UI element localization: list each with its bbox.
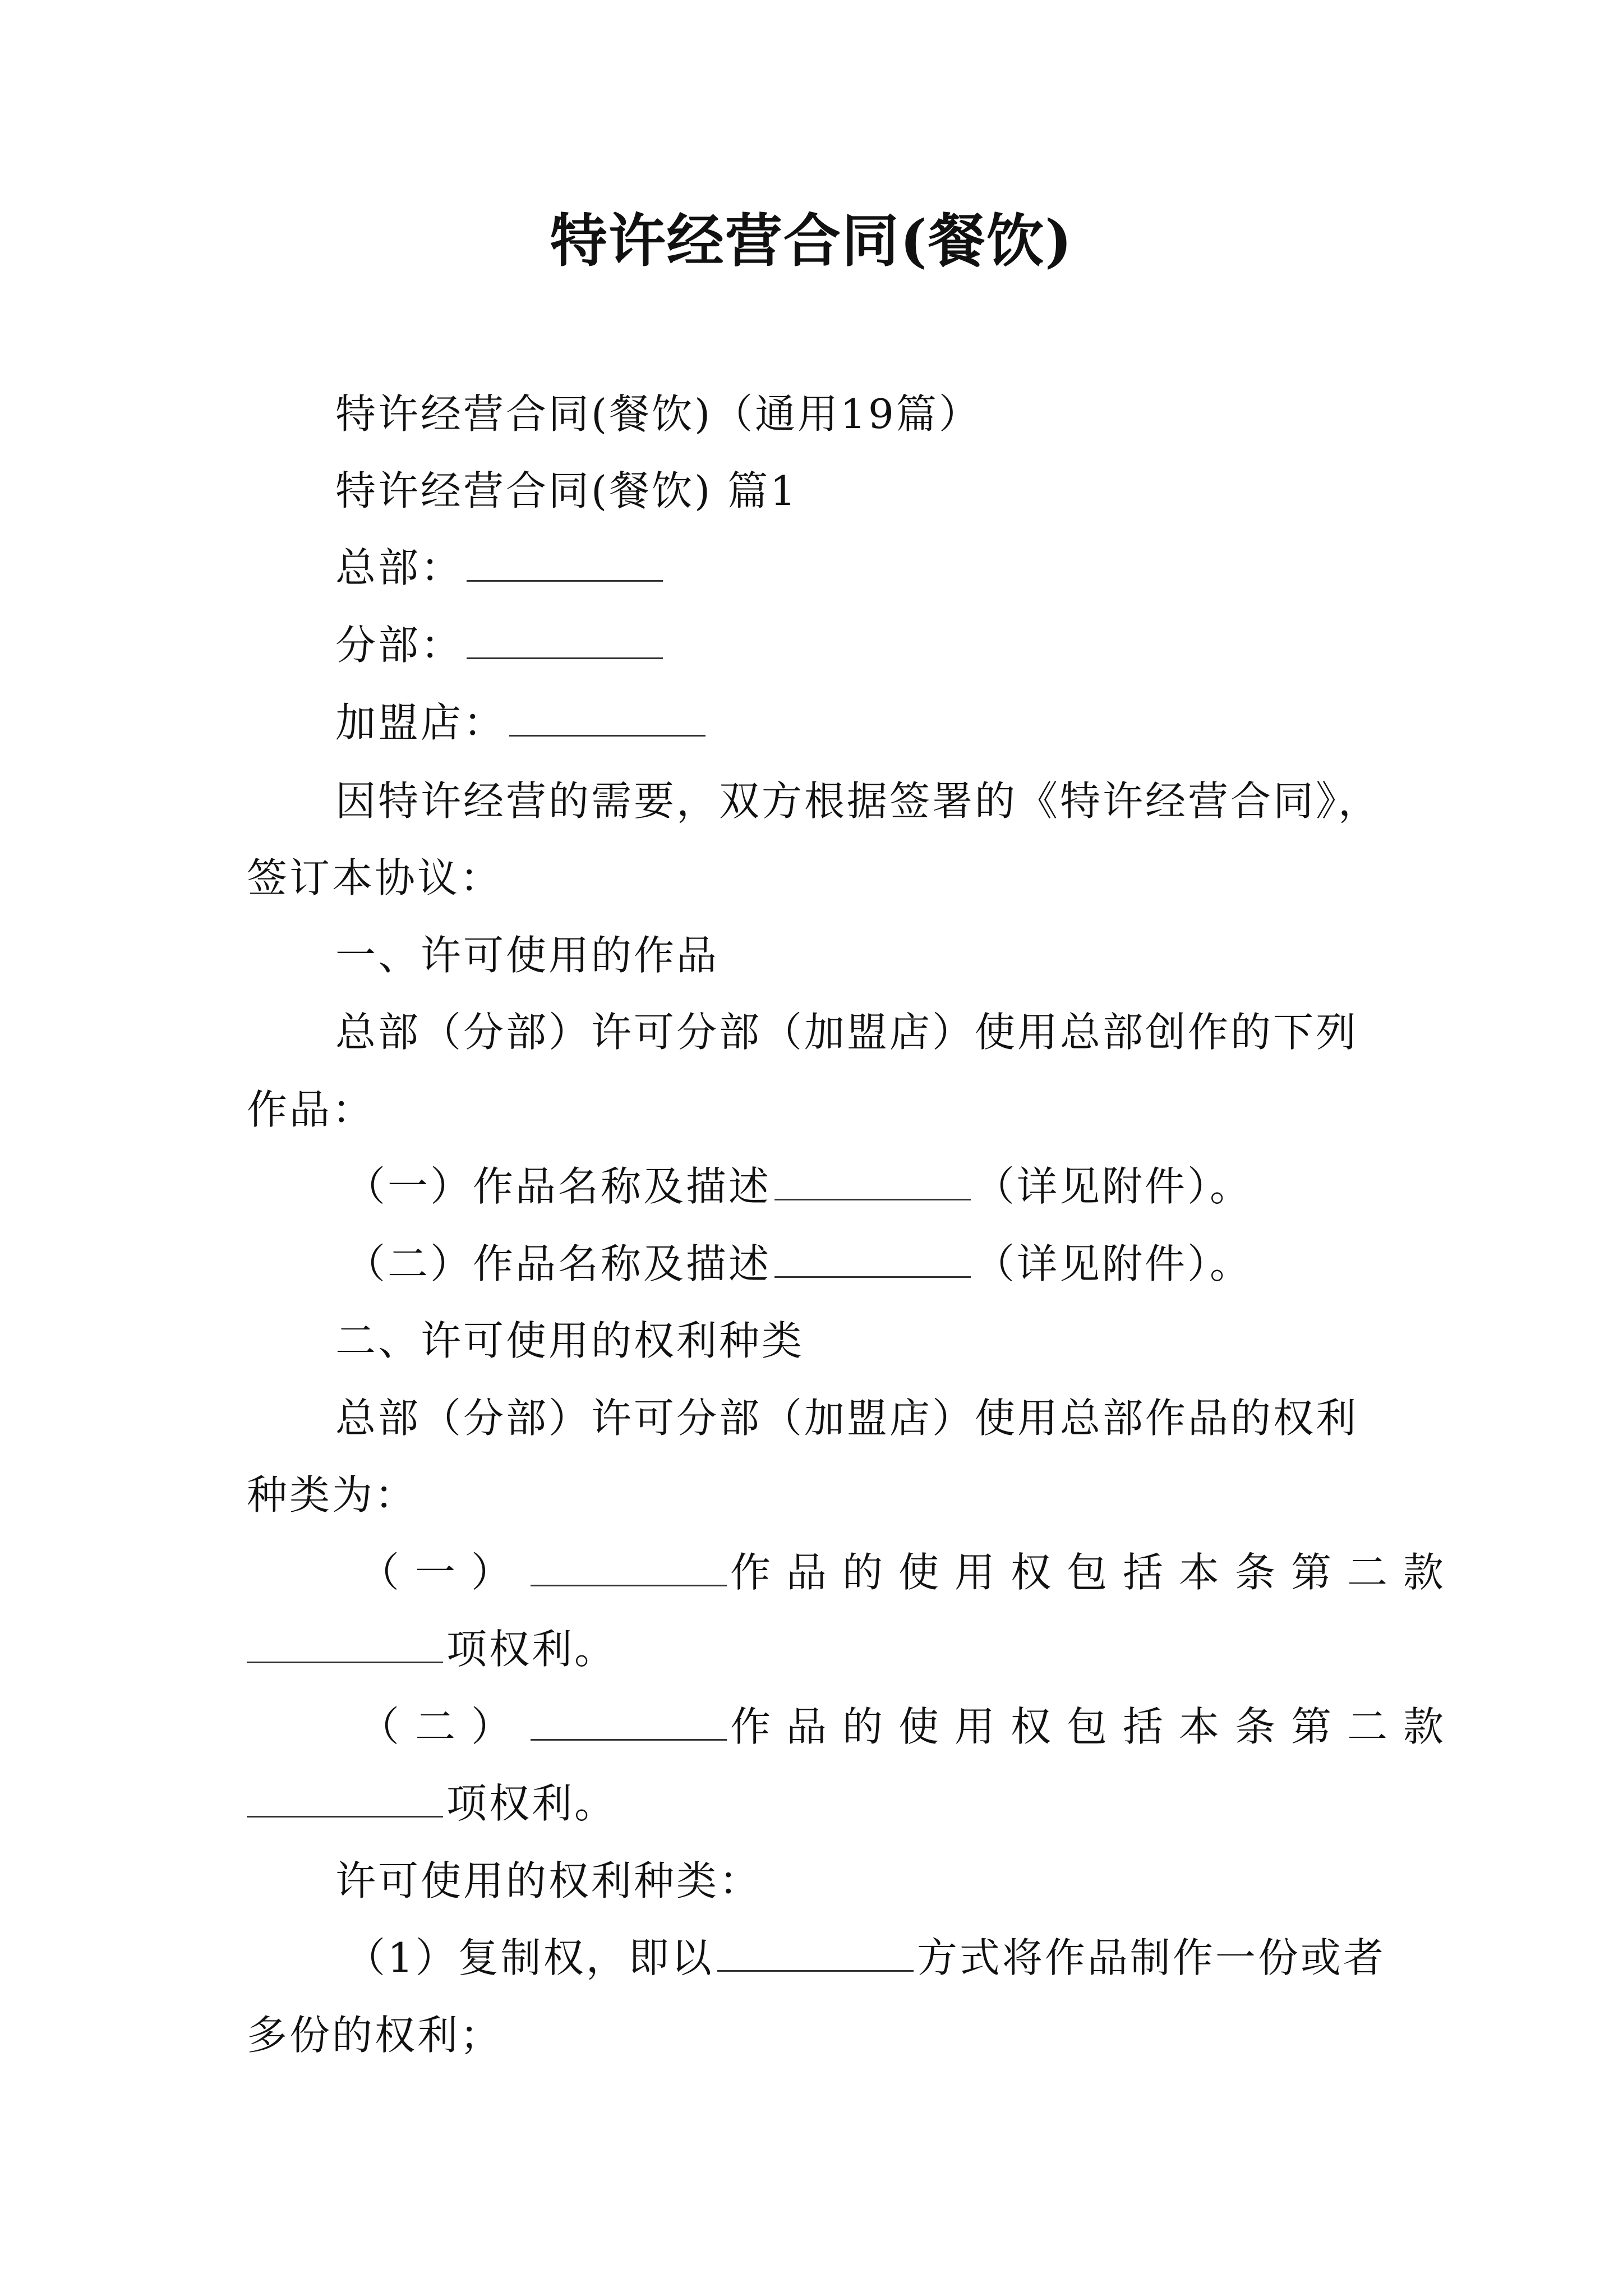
section2-item-2-suffix: 作品的使用权包括本条第二款 bbox=[730, 1703, 1460, 1750]
hq-label: 总部： bbox=[335, 544, 464, 591]
branch-field bbox=[335, 617, 666, 673]
section1-item-1-blank bbox=[774, 1165, 971, 1200]
section1-item-1 bbox=[345, 1158, 1252, 1214]
section2-item-1-blank bbox=[531, 1551, 727, 1586]
document-title: 特许经营合同(餐饮) bbox=[550, 208, 1073, 275]
section1-item-2-blank bbox=[774, 1243, 971, 1278]
hq-blank bbox=[467, 546, 663, 582]
right-1-suffix: 方式将作品制作一份或者 bbox=[916, 1934, 1386, 1981]
section1-item-2-prefix: （二）作品名称及描述 bbox=[345, 1240, 772, 1287]
right-1 bbox=[345, 1930, 1386, 1986]
section2-item-2-prefix: （二） bbox=[359, 1703, 528, 1750]
right-1-blank bbox=[717, 1936, 914, 1972]
section1-item-2-suffix: （详见附件）。 bbox=[974, 1240, 1253, 1287]
store-field bbox=[335, 694, 709, 751]
branch-label: 分部： bbox=[335, 622, 464, 669]
section2-text-2: 种类为： bbox=[247, 1471, 418, 1519]
section2-item-2-cont-text: 项权利。 bbox=[446, 1780, 617, 1827]
store-blank bbox=[509, 701, 706, 737]
section2-text-1: 总部（分部）许可分部（加盟店）使用总部作品的权利 bbox=[335, 1395, 1359, 1442]
subtitle-part1: 特许经营合同(餐饮) 篇1 bbox=[335, 467, 798, 514]
intro-line-2: 签订本协议： bbox=[247, 854, 503, 901]
hq-field bbox=[335, 540, 666, 596]
section2-item-1-cont-blank bbox=[247, 1628, 443, 1663]
section1-item-1-suffix: （详见附件）。 bbox=[974, 1163, 1253, 1210]
section1-item-1-prefix: （一）作品名称及描述 bbox=[345, 1163, 772, 1210]
right-1-cont: 多份的权利； bbox=[247, 2012, 503, 2059]
section2-item-1-suffix: 作品的使用权包括本条第二款 bbox=[730, 1549, 1460, 1596]
right-1-prefix: （1）复制权，即以 bbox=[345, 1934, 714, 1981]
subtitle-all: 特许经营合同(餐饮)（通用19篇） bbox=[335, 390, 981, 438]
section1-heading: 一、许可使用的作品 bbox=[335, 932, 720, 979]
section2-item-2-blank bbox=[531, 1705, 727, 1741]
intro-line-1: 因特许经营的需要，双方根据签署的《特许经营合同》， bbox=[335, 777, 1381, 825]
section1-text-2: 作品： bbox=[247, 1086, 375, 1133]
section2-item-1-cont bbox=[247, 1621, 617, 1677]
section2-item-2-cont-blank bbox=[247, 1782, 443, 1818]
section2-item-2 bbox=[359, 1699, 1459, 1755]
rights-heading: 许可使用的权利种类： bbox=[335, 1857, 762, 1904]
section1-item-2 bbox=[345, 1236, 1252, 1292]
store-label: 加盟店： bbox=[335, 699, 506, 746]
section2-heading: 二、许可使用的权利种类 bbox=[335, 1317, 805, 1364]
section1-text-1: 总部（分部）许可分部（加盟店）使用总部创作的下列 bbox=[335, 1009, 1359, 1056]
section2-item-2-cont bbox=[247, 1775, 617, 1832]
section2-item-1-prefix: （一） bbox=[359, 1549, 528, 1596]
section2-item-1 bbox=[359, 1544, 1459, 1600]
section2-item-1-cont-text: 项权利。 bbox=[446, 1626, 617, 1673]
branch-blank bbox=[467, 624, 663, 659]
